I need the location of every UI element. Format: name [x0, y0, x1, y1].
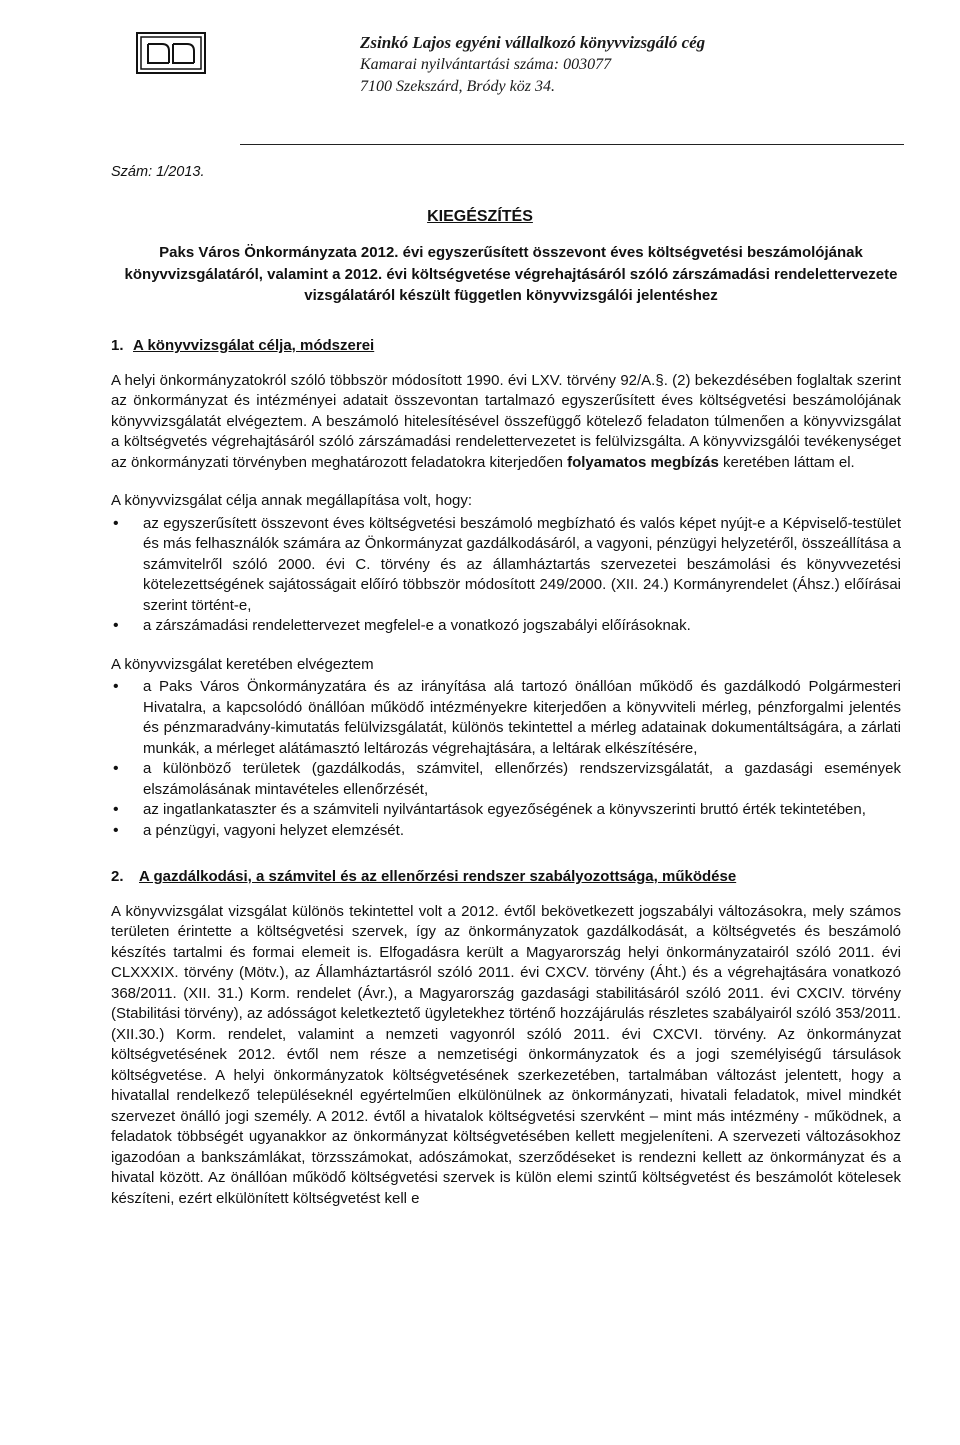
scope-list	[111, 677, 901, 841]
list-item: • a különböző területek (gazdálkodás, számvitel, ellenőrzés) rendszervizsgálatát, a gazdasági események elszámolásának mintavételes ellenőrzését,	[111, 759, 901, 800]
list-item: • az ingatlankataszter és a számviteli nyilvántartások egyezőségének a könyvszerinti bruttó érték tekintetében,	[111, 800, 901, 821]
section-2-heading	[111, 867, 901, 888]
document-title: KIEGÉSZÍTÉS	[427, 208, 533, 225]
header-divider	[240, 144, 904, 145]
section-1-number: 1.	[111, 337, 124, 354]
section-1-paragraph: A helyi önkormányzatokról szóló többször módosított 1990. évi LXV. törvény 92/A.§. (2) bekezdésében foglaltak szerint az önkormányzat és intézményei adatait összevontan tartalmazó egyszerűsített éves költségvetési beszámolójának könyvvizsgálatát elvégeztem. A beszámoló hitelesítésével összefüggő kötelező feladaton túlmenően a könyvvizsgálat a költségvetés végrehajtásáról szóló zárszámadási rendelettervezetet is felülvizsgálta. A könyvvizsgálói tevékenységet az önkormányzati törvényben meghatározott feladatokra kiterjedően folyamatos megbízás keretében láttam el.	[111, 371, 901, 471]
company-logo	[136, 32, 206, 74]
document-subtitle: Paks Város Önkormányzata 2012. évi egyszerűsített összevont éves költségvetési beszámolójának könyvvizsgálatáról, valamint a 2012. évi költségvetése végrehajtásáról szóló zárszámadási rendelettervezete vizsgálatáról készült független könyvvizsgálói jelentéshez	[124, 244, 898, 304]
scope-lead: A könyvvizsgálat keretében elvégeztem	[111, 655, 374, 673]
chamber-number: Kamarai nyilvántartási száma: 003077	[360, 56, 612, 73]
document-body	[111, 336, 901, 1227]
aim-list	[111, 514, 901, 637]
letterhead	[360, 32, 880, 98]
company-address: 7100 Szekszárd, Bródy köz 34.	[360, 78, 555, 95]
section-2-paragraph: A könyvvizsgálat vizsgálat különös tekintettel volt a 2012. évtől bekövetkezett jogszabályi változásokra, mely számos területen érintette a költségvetési szervek, így az önkormányzatok gazdálkodását, a költségvetés és beszámoló készítés tartalmi és formai elemeit is. Elfogadásra került a Magyarország helyi önkormányzatairól szóló 2011. évi CLXXXIX. törvény (Mötv.), az Államháztartásról szóló 2011. évi CXCV. törvény (Áht.) és a végrehajtására vonatkozó 368/2011. (XII. 31.) Korm. rendelet (Ávr.), a Magyarország gazdasági stabilitásáról szóló 2011. évi CXCIV. törvény (Stabilitási törvény), az adósságot keletkeztető ügyletekhez történő hozzájárulás részletes szabályairól szóló 353/2011.(XII.30.) Korm. rendelet, valamint a nemzeti vagyonról szóló 2011. évi CXCVI. törvény. Az önkormányzat költségvetésének 2012. évtől nem része a nemzetiségi önkormányzatok és a jogi személyiségű társulások költségvetése. A helyi önkormányzatok költségvetésének szerkezetében, tartalmában változást jelentett, hogy a hivatallal rendelkező településeknél egyértelműen elkülönülnek az önkormányzati, hivatali feladatok, mivel mindkét szervezet önálló jogi személy. A 2012. évtől a hivatalok költségvetési szervként – mint más intézmény - működnek, a feladatok többségét ugyanakkor az önkormányzat költségvetésében kellett megjeleníteni. A szervezeti változásokhoz igazodóan a bankszámlákat, törzsszámokat, adószámokat, szerződéseket is rendezni kellett az önkormányzat és a hivatal között. Az önállóan működő költségvetési szervek is külön elemi szintű költségvetést és beszámolót kötelesek készíteni, ezért elkülönített költségvetést kell e	[111, 902, 901, 1207]
aim-lead: A könyvvizsgálat célja annak megállapítása volt, hogy:	[111, 492, 473, 509]
section-2-title: A gazdálkodási, a számvitel és az ellenőrzési rendszer szabályozottsága, működése	[139, 868, 737, 885]
list-item: • a zárszámadási rendelettervezet megfelel-e a vonatkozó jogszabályi előírásoknak.	[111, 616, 901, 637]
company-name: Zsinkó Lajos egyéni vállalkozó könyvvizsgáló cég	[360, 33, 706, 52]
emphasis-continuous-engagement: folyamatos megbízás	[567, 453, 719, 471]
reference-number: Szám: 1/2013.	[111, 164, 205, 180]
list-item: • a pénzügyi, vagyoni helyzet elemzését.	[111, 821, 901, 842]
list-item: • a Paks Város Önkormányzatára és az irányítása alá tartozó önállóan működő és gazdálkodó Polgármesteri Hivatalra, a kapcsolódó önállóan működő intézményekre kiterjedően a könyvviteli mérleg, pénzforgalmi jelentés és pénzmaradvány-kimutatás felülvizsgálatát, különös tekintettel a mérleg adatainak dokumentáltságára, a zárlati munkák, a mérleget alátámasztó leltározás végrehajtására, a leltárak elkészítésére,	[111, 677, 901, 759]
section-1-title: A könyvvizsgálat célja, módszerei	[133, 337, 375, 354]
list-item: • az egyszerűsített összevont éves költségvetési beszámoló megbízható és valós képet nyújt-e a Képviselő-testület és más felhasználók számára az Önkormányzat gazdálkodásáról, a vagyoni, pénzügyi helyzetéről, összeállítása a számvitelről szóló 2000. évi C. törvény és az államháztartás szervezetei beszámolási és könyvvezetési kötelezettségének sajátosságait előíró többször módosított 249/2000. (XII. 24.) Kormányrendelet (Áhsz.) előírásai szerint történt-e,	[111, 514, 901, 617]
section-2-number: 2.	[111, 868, 124, 885]
section-1-heading	[111, 336, 901, 357]
